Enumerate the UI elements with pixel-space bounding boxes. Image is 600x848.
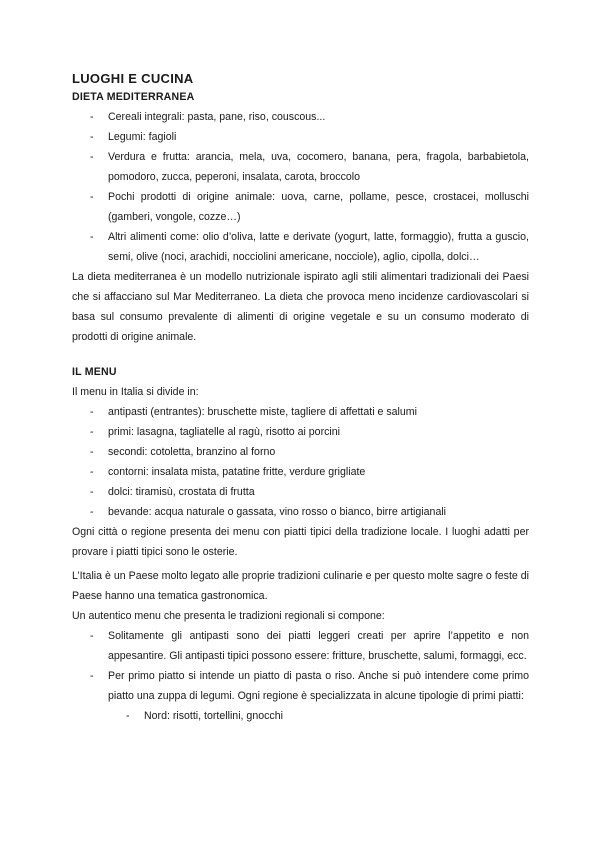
bullet-dash: -: [90, 446, 94, 458]
menu-list: [72, 402, 529, 522]
document-title: LUOGHI E CUCINA: [72, 71, 194, 86]
bullet-dash: -: [126, 710, 130, 722]
list-item: - Cereali integrali: pasta, pane, riso, couscous...: [72, 107, 529, 127]
document-page: [72, 70, 529, 726]
bullet-dash: -: [90, 670, 94, 682]
list-item: - dolci: tiramisù, crostata di frutta: [72, 482, 529, 502]
bullet-dash: -: [90, 630, 94, 642]
list-item: - bevande: acqua naturale o gassata, vino rosso o bianco, birre artigianali: [72, 502, 529, 522]
bullet-dash: -: [90, 231, 94, 243]
list-item: - Verdura e frutta: arancia, mela, uva, cocomero, banana, pera, fragola, barbabietola, pomodoro, zucca, peperoni, insalata, carota, broccolo: [72, 147, 529, 187]
list-item: - Solitamente gli antipasti sono dei piatti leggeri creati per aprire l’appetito e non appesantire. Gli antipasti tipici possono essere: fritture, bruschette, salumi, formaggi, ecc.: [72, 626, 529, 666]
list-item: - antipasti (entrantes): bruschette miste, tagliere di affettati e salumi: [72, 402, 529, 422]
bullet-dash: -: [90, 131, 94, 143]
menu-paragraph-3: Un autentico menu che presenta le tradizioni regionali si compone:: [72, 610, 385, 622]
bullet-dash: -: [90, 151, 94, 163]
bullet-dash: -: [90, 111, 94, 123]
menu-paragraph-2: L’Italia è un Paese molto legato alle proprie tradizioni culinarie e per questo molte sagre o feste di Paese hanno una tematica gastronomica.: [72, 570, 529, 602]
list-item: - Legumi: fagioli: [72, 127, 529, 147]
bullet-dash: -: [90, 426, 94, 438]
bullet-dash: -: [90, 466, 94, 478]
list-item: - Nord: risotti, tortellini, gnocchi: [72, 706, 529, 726]
bullet-dash: -: [90, 191, 94, 203]
list-item: - secondi: cotoletta, branzino al forno: [72, 442, 529, 462]
list-item: - primi: lasagna, tagliatelle al ragù, risotto ai porcini: [72, 422, 529, 442]
bullet-dash: -: [90, 486, 94, 498]
menu-intro: Il menu in Italia si divide in:: [72, 386, 199, 398]
list-item: - contorni: insalata mista, patatine fritte, verdure grigliate: [72, 462, 529, 482]
list-item: - Per primo piatto si intende un piatto di pasta o riso. Anche si può intendere come primo piatto una zuppa di legumi. Ogni regione è specializzata in alcune tipologie di primi piatti:: [72, 666, 529, 706]
section-heading-dieta: DIETA MEDITERRANEA: [72, 91, 195, 103]
menu-paragraph-1: Ogni città o regione presenta dei menu con piatti tipici della tradizione locale. I luoghi adatti per provare i piatti tipici sono le osterie.: [72, 526, 529, 558]
bullet-dash: -: [90, 506, 94, 518]
dieta-paragraph: La dieta mediterranea è un modello nutrizionale ispirato agli stili alimentari tradizionali dei Paesi che si affacciano sul Mar Mediterraneo. La dieta che provoca meno incidenze cardiovascolari si basa sul consumo prevalente di alimenti di origine vegetale e su un consumo moderato di prodotti di origine animale.: [72, 271, 529, 343]
bullet-dash: -: [90, 406, 94, 418]
list-item: - Pochi prodotti di origine animale: uova, carne, pollame, pesce, crostacei, molluschi (gamberi, vongole, cozze…): [72, 187, 529, 227]
dieta-list: [72, 107, 529, 267]
regions-sublist: [72, 706, 529, 726]
courses-list: [72, 626, 529, 706]
section-heading-menu: IL MENU: [72, 366, 117, 378]
list-item: - Altri alimenti come: olio d’oliva, latte e derivate (yogurt, latte, formaggio), frutta a guscio, semi, olive (noci, arachidi, nocciolini americane, nocciole), aglio, cipolla, dolci…: [72, 227, 529, 267]
